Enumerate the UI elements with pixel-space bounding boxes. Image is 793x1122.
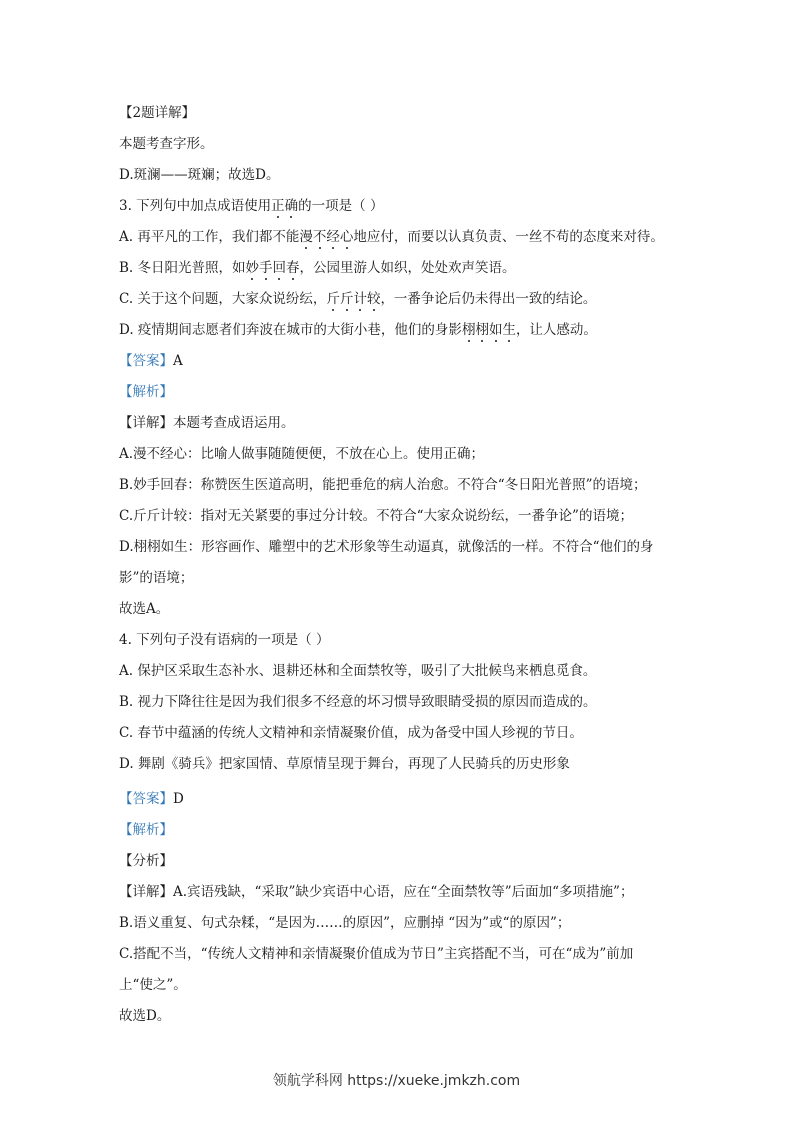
text-line: 故选D。 bbox=[119, 1008, 171, 1024]
answer-label: 【答案】 bbox=[119, 353, 173, 369]
question-4-option-a: A. 保护区采取生态补水、退耕还林和全面禁牧等，吸引了大批候鸟来栖息觅食。 bbox=[119, 663, 597, 679]
question-3-option-c: C. 关于这个问题，大家众说纷纭，斤斤计较，一番争论后仍未得出一致的结论。 bbox=[119, 291, 597, 307]
question-4-option-d: D. 舞剧《骑兵》把家国情、草原情呈现于舞台，再现了人民骑兵的历史形象 bbox=[119, 756, 570, 772]
text-line: 本题考查字形。 bbox=[119, 136, 214, 152]
detail-label: 【详解】 bbox=[119, 884, 173, 900]
text-line: A.漫不经心：比喻人做事随随便便，不放在心上。使用正确； bbox=[119, 446, 485, 462]
detail-line: 【详解】A.宾语残缺，“采取”缺少宾语中心语，应在“全面禁牧等”后面加“多项措施”； bbox=[119, 884, 634, 900]
text-line: 影”的语境； bbox=[119, 570, 194, 586]
question-4-option-c: C. 春节中蕴涵的传统人文精神和亲情凝聚价值，成为备受中国人珍视的节日。 bbox=[119, 725, 583, 741]
text-line: D.斑澜——斑斓；故选D。 bbox=[119, 167, 280, 183]
question-4-option-b: B. 视力下降往往是因为我们很多不经意的坏习惯导致眼睛受损的原因而造成的。 bbox=[119, 694, 597, 710]
question-3-stem: 3. 下列句中加点成语使用正确的一项是（ ） bbox=[119, 198, 384, 214]
fenxi-label: 【分析】 bbox=[119, 853, 173, 869]
text-line: 故选A。 bbox=[119, 601, 170, 617]
text-line: 上“使之”。 bbox=[119, 977, 187, 993]
footer-watermark: 领航学科网 https://xueke.jmkzh.com bbox=[272, 1073, 521, 1089]
question-4-stem: 4. 下列句子没有语病的一项是（ ） bbox=[119, 632, 330, 648]
section-heading: 【2题详解】 bbox=[119, 105, 196, 121]
answer-value: D bbox=[173, 791, 184, 807]
answer-value: A bbox=[173, 353, 183, 369]
answer-line bbox=[119, 790, 184, 808]
question-3-option-a: A. 再平凡的工作，我们都不能漫不经心地应付，而要以认真负责、一丝不苟的态度来对待。 bbox=[119, 229, 664, 245]
text-line: D.栩栩如生：形容画作、雕塑中的艺术形象等生动逼真，就像活的一样。不符合“他们的身 bbox=[119, 539, 654, 555]
text-line: B.语义重复、句式杂糅，“是因为……的原因”，应删掉 “因为”或“的原因”； bbox=[119, 915, 571, 931]
text-line: B.妙手回春：称赞医生医道高明，能把垂危的病人治愈。不符合“冬日阳光普照”的语境； bbox=[119, 477, 647, 493]
question-3-option-b: B. 冬日阳光普照，如妙手回春，公园里游人如织，处处欢声笑语。 bbox=[119, 260, 516, 276]
question-3-option-d: D. 疫情期间志愿者们奔波在城市的大街小巷，他们的身影栩栩如生，让人感动。 bbox=[119, 322, 597, 338]
analysis-label: 【解析】 bbox=[119, 384, 173, 400]
answer-line bbox=[119, 352, 183, 370]
text-line: C.斤斤计较：指对无关紧要的事过分计较。不符合“大家众说纷纭，一番争论”的语境； bbox=[119, 508, 633, 524]
detail-label: 【详解】 bbox=[119, 415, 173, 431]
text-line: C.搭配不当，“传统人文精神和亲情凝聚价值成为节日”主宾搭配不当，可在“成为”前加 bbox=[119, 946, 634, 962]
detail-line: 【详解】本题考查成语运用。 bbox=[119, 415, 295, 431]
answer-label: 【答案】 bbox=[119, 791, 173, 807]
analysis-label: 【解析】 bbox=[119, 822, 173, 838]
